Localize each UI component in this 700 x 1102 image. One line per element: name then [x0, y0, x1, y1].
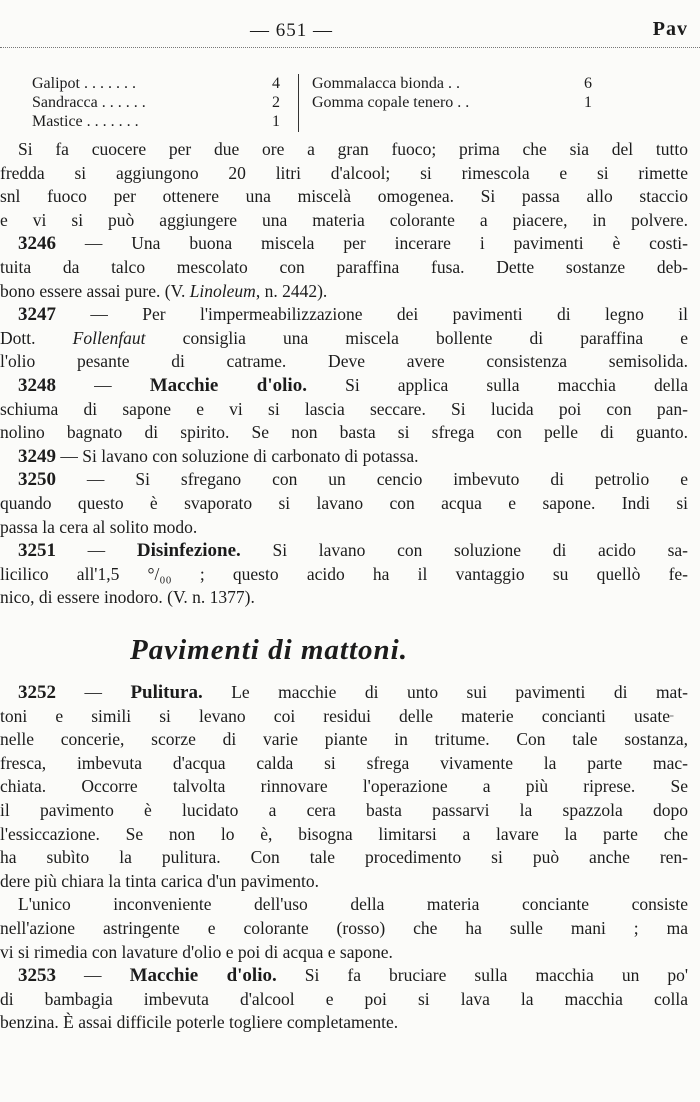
paragraph-3247 — [0, 303, 700, 327]
text-line: fresca, imbevuta d'acqua calda si sfrega vivamente la parte mac- — [0, 752, 688, 773]
text-span: Si lavano con soluzione di acido sa- — [240, 540, 688, 561]
ingredients-left-column — [32, 74, 280, 131]
text-span: Le macchie di unto sui pavimenti di mat- — [202, 682, 689, 702]
ingredients-right-column — [312, 74, 592, 112]
text-line — [0, 327, 700, 351]
text-span: — Si lavano con soluzione di carbonato di potassa. — [56, 445, 419, 466]
paragraph-number: 3251 — [18, 540, 56, 562]
ingredient-name: Galipot . . . . . . . — [32, 75, 136, 92]
text-span: — Una buona miscela per incerare i pavimenti è costi- — [56, 233, 688, 254]
text-span: — — [56, 374, 150, 395]
header-rule — [0, 47, 700, 48]
paragraph-3248 — [0, 374, 700, 398]
paragraph-3251 — [0, 539, 700, 563]
text-line: nell'azione astringente e colorante (rosso) che ha sulle mani ; ma — [0, 917, 688, 938]
ingredient-row — [32, 93, 280, 112]
text-line: licilico all'1,5 °/₀₀ ; questo acido ha il vantaggio su quellò fe- — [0, 563, 688, 584]
text-line: quando questo è svaporato si lavano con acqua e sapone. Indi si — [0, 492, 688, 513]
text-span: , n. 2442). — [255, 280, 328, 301]
text-line: l'olio pesante di catrame. Deve avere consistenza semisolida. — [0, 351, 688, 372]
text-span: bono essere assai pure. (V. — [0, 280, 190, 301]
paragraph-number: 3249 — [18, 445, 56, 467]
paragraph-number: 3252 — [18, 682, 56, 703]
paragraph-heading: Pulitura. — [130, 682, 203, 703]
text-line: tuita da talco mescolato con paraffina fusa. Dette sostanze deb- — [0, 256, 688, 277]
column-divider — [298, 74, 299, 132]
body-lower — [0, 681, 700, 1035]
running-head: Pav — [652, 18, 688, 40]
paragraph-3249 — [0, 445, 700, 469]
text-line: l'essiccazione. Se non lo è, bisogna limitarsi a lavare la parte che — [0, 823, 688, 844]
ingredient-name: Gomma copale tenero . . — [312, 94, 470, 111]
text-line: benzina. È assai difficile poterle togliere completamente. — [0, 1012, 399, 1033]
text-line: nelle concerie, scorze di varie piante in tritume. Con tale sostanza, — [0, 729, 688, 750]
ingredient-name: Mastice . . . . . . . — [32, 113, 139, 130]
paragraph-3252 — [0, 681, 700, 705]
text-line: fredda si aggiungono 20 litri d'alcool; si rimescola e si rimette — [0, 162, 688, 183]
ingredient-row — [32, 112, 280, 131]
text-line: passa la cera al solito modo. — [0, 516, 198, 537]
text-line — [0, 280, 700, 304]
ingredient-qty: 2 — [272, 94, 280, 111]
text-line: nico, di essere inodoro. (V. n. 1377). — [0, 587, 255, 608]
ingredient-row — [32, 74, 280, 93]
text-span: Si applica sulla macchia della — [306, 374, 689, 395]
ingredient-row — [312, 74, 592, 93]
text-span: — Si sfregano con un cencio imbevuto di petrolio e — [56, 469, 688, 490]
text-line: vi si rimedia con lavature d'olio e poi di acqua e sapone. — [0, 941, 393, 962]
text-line: chiata. Occorre talvolta rinnovare l'operazione a più riprese. Se — [0, 776, 688, 797]
text-line: dere più chiara la tinta carica d'un pavimento. — [0, 870, 319, 891]
text-line: snl fuoco per ottenere una miscelà omogenea. Si passa allo staccio — [0, 186, 688, 207]
paragraph-heading: Macchie d'olio. — [129, 965, 277, 987]
ingredient-name: Gommalacca bionda . . — [312, 75, 460, 92]
margin-mark: - — [669, 708, 674, 723]
ingredient-qty: 4 — [272, 75, 280, 92]
text-span: Si fa bruciare sulla macchia un po' — [276, 965, 689, 986]
italic-name: Follenfaut — [72, 327, 146, 348]
paragraph-number: 3248 — [18, 374, 56, 396]
paragraph-3246 — [0, 232, 700, 256]
paragraph-number: 3247 — [18, 304, 56, 326]
paragraph-number: 3253 — [18, 965, 56, 987]
text-span: — — [56, 540, 137, 561]
ingredient-qty: 6 — [584, 75, 592, 92]
text-span: consiglia una miscela bollente di paraffina e — [145, 327, 688, 348]
body-upper — [0, 138, 700, 610]
text-line: il pavimento è lucidato a cera basta passarvi la spazzola dopo — [0, 799, 688, 820]
text-line: e vi si può aggiungere una materia colorante a piacere, in polvere. — [0, 209, 688, 230]
ingredient-row — [312, 93, 592, 112]
text-line: nolino bagnato di spirito. Se non basta si sfrega con pelle di guanto. — [0, 422, 688, 443]
paragraph-heading: Disinfezione. — [136, 540, 241, 562]
page-number: — 651 — — [250, 20, 333, 41]
text-line: ha subìto la pulitura. Con tale procedimento si può anche ren- — [0, 847, 688, 868]
text-span: — — [56, 965, 130, 986]
paragraph-3250 — [0, 468, 700, 492]
text-span: Dott. — [0, 327, 73, 348]
paragraph-number: 3246 — [18, 233, 56, 255]
ingredient-name: Sandracca . . . . . . — [32, 94, 146, 111]
page-header — [0, 18, 700, 48]
paragraph-heading: Macchie d'olio. — [149, 374, 307, 396]
text-line: schiuma di sapone e vi si lascia seccare. Si lucida poi con pan- — [0, 398, 688, 419]
ingredient-qty: 1 — [272, 113, 280, 130]
ingredient-qty: 1 — [584, 94, 592, 111]
section-title: Pavimenti di mattoni. — [130, 634, 408, 666]
text-span: — — [56, 682, 131, 702]
text-line: toni e simili si levano coi residui delle materie concianti usate — [0, 705, 670, 726]
text-span: — Per l'impermeabilizzazione dei pavimenti di legno il — [56, 304, 688, 325]
italic-reference: Linoleum — [189, 280, 256, 301]
text-line: L'unico inconveniente dell'uso della materia conciante consiste — [18, 894, 688, 915]
paragraph-3253 — [0, 964, 700, 988]
text-line: Si fa cuocere per due ore a gran fuoco; prima che sia del tutto — [18, 139, 688, 159]
paragraph-number: 3250 — [18, 469, 56, 491]
text-line: di bambagia imbevuta d'alcool e poi si lava la macchia colla — [0, 988, 688, 1009]
